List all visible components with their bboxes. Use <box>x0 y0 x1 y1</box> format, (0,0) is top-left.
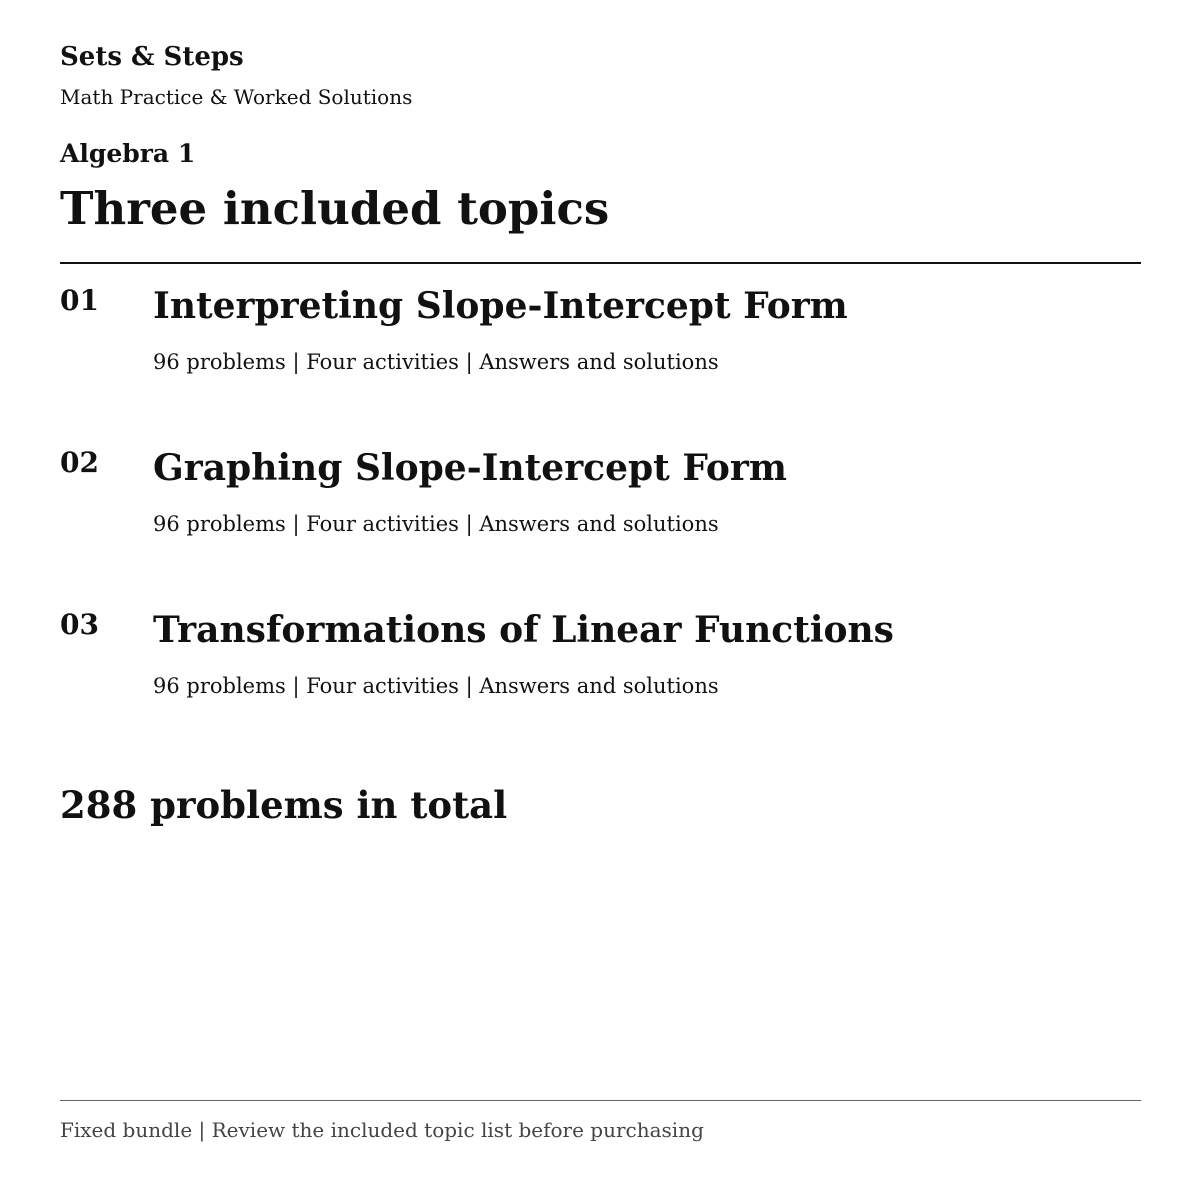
problem-total: 288 problems in total <box>60 783 508 827</box>
brand-name: Sets & Steps <box>60 42 244 72</box>
topic-title: Transformations of Linear Functions <box>153 609 894 651</box>
topic-meta: 96 problems | Four activities | Answers and solutions <box>153 512 719 536</box>
topic-item <box>60 608 1141 748</box>
brand-tagline: Math Practice & Worked Solutions <box>60 85 413 109</box>
topic-meta: 96 problems | Four activities | Answers and solutions <box>153 350 719 374</box>
page-title: Three included topics <box>60 182 610 235</box>
top-divider <box>60 262 1141 264</box>
topic-title: Interpreting Slope-Intercept Form <box>153 285 848 327</box>
topic-number: 02 <box>60 446 99 479</box>
topic-number: 01 <box>60 284 99 317</box>
footer-divider <box>60 1100 1141 1101</box>
topic-number: 03 <box>60 608 99 641</box>
footer-note: Fixed bundle | Review the included topic list before purchasing <box>60 1118 704 1142</box>
topic-meta: 96 problems | Four activities | Answers and solutions <box>153 674 719 698</box>
topic-item <box>60 284 1141 424</box>
topic-title: Graphing Slope-Intercept Form <box>153 447 787 489</box>
course-label: Algebra 1 <box>60 139 196 168</box>
topic-item <box>60 446 1141 586</box>
